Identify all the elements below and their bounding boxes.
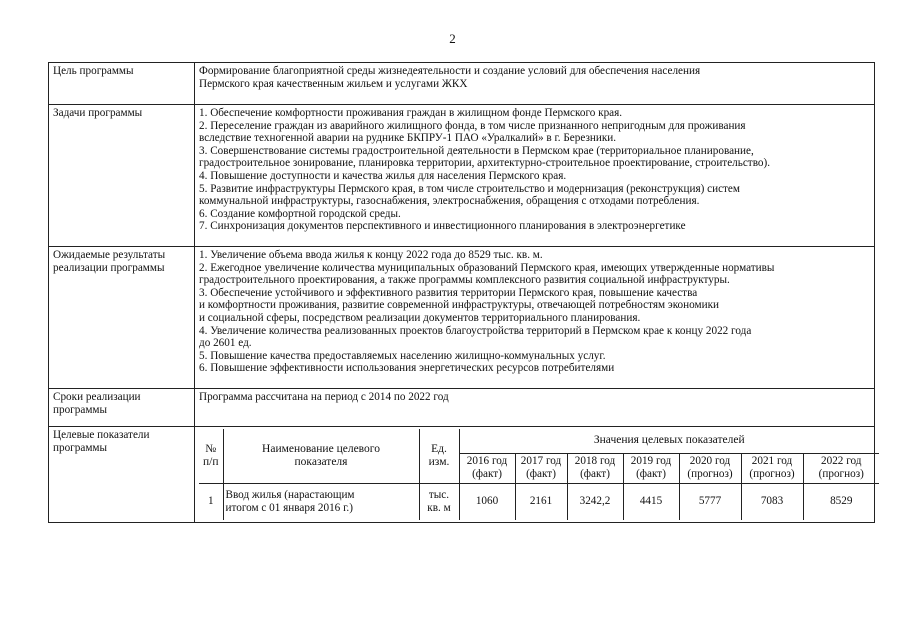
year-label: 2022 год bbox=[821, 455, 862, 468]
header-year bbox=[459, 453, 515, 483]
timeline-text: Программа рассчитана на период с 2014 по 2022 год bbox=[199, 391, 449, 403]
header-year bbox=[679, 453, 741, 483]
task-line: вследствие техногенной аварии на руднике БКПРУ-1 ПАО «Уралкалий» в г. Березники. bbox=[199, 132, 617, 145]
row-name-line: Ввод жилья (нарастающим bbox=[225, 488, 355, 501]
header-name bbox=[223, 429, 419, 483]
timeline-label: программы bbox=[53, 403, 107, 416]
goal-line: Формирование благоприятной среды жизнедеятельности и создание условий для обеспечения населения bbox=[199, 65, 701, 77]
year-label: 2017 год bbox=[520, 455, 562, 468]
goal-label: Цель программы bbox=[53, 65, 134, 77]
results-label: Ожидаемые результаты bbox=[53, 249, 166, 261]
result-line: 3. Обеспечение устойчивого и эффективного развития территории Пермского края, повышение качества bbox=[199, 286, 698, 299]
row-value: 4415 bbox=[623, 483, 679, 520]
indicators-label: Целевые показатели bbox=[53, 429, 150, 441]
year-note: (прогноз) bbox=[749, 468, 795, 480]
header-unit bbox=[419, 429, 459, 483]
year-note: (прогноз) bbox=[687, 468, 733, 480]
task-line: 7. Синхронизация документов перспективного и инвестиционного планирования в электроэнергетике bbox=[199, 220, 686, 233]
row-value: 8529 bbox=[803, 483, 879, 520]
header-num bbox=[199, 429, 223, 483]
tasks-row bbox=[49, 105, 875, 247]
result-line: 6. Повышение эффективности использования энергетических ресурсов потребителями bbox=[199, 362, 615, 375]
row-value: 2161 bbox=[515, 483, 567, 520]
task-line: 4. Повышение доступности и качества жилья для населения Пермского края. bbox=[199, 169, 567, 182]
year-label: 2018 год bbox=[574, 455, 616, 468]
table-row bbox=[199, 483, 879, 520]
task-line: 6. Создание комфортной городской среды. bbox=[199, 207, 401, 220]
results-content-cell bbox=[195, 247, 875, 389]
task-line: коммунальной инфраструктуры, газоснабжения, электроснабжения, обращения с отходами потребления. bbox=[199, 195, 700, 208]
timeline-row bbox=[49, 389, 875, 427]
results-label-cell bbox=[49, 247, 195, 389]
goal-label-cell bbox=[49, 63, 195, 105]
header-num-line: № bbox=[205, 443, 217, 456]
task-line: градостроительное зонирование, планировка территории, архитектурно-строительное проектирование, строительство). bbox=[199, 157, 771, 170]
row-unit-line: кв. м bbox=[427, 501, 451, 514]
indicators-label: программы bbox=[53, 441, 107, 454]
header-unit-line: Ед. bbox=[431, 443, 447, 456]
row-name bbox=[223, 483, 419, 520]
task-line: 5. Развитие инфраструктуры Пермского края, в том числе строительство и модернизация (реконструкция) систем bbox=[199, 182, 740, 195]
timeline-label-cell bbox=[49, 389, 195, 427]
result-line: 2. Ежегодное увеличение количества муниципальных образований Пермского края, имеющих утвержденные нормативы bbox=[199, 261, 775, 274]
year-label: 2020 год bbox=[689, 455, 731, 468]
row-value: 5777 bbox=[679, 483, 741, 520]
goal-line: Пермского края качественным жильем и услугами ЖКХ bbox=[199, 77, 468, 90]
task-line: 2. Переселение граждан из аварийного жилищного фонда, в том числе признанного непригодным для проживания bbox=[199, 119, 746, 132]
tasks-label-cell bbox=[49, 105, 195, 247]
program-passport-table bbox=[48, 62, 875, 523]
year-note: (факт) bbox=[526, 468, 556, 480]
row-value: 1060 bbox=[459, 483, 515, 520]
year-note: (факт) bbox=[580, 468, 610, 480]
indicators-label-cell bbox=[49, 427, 195, 523]
results-row bbox=[49, 247, 875, 389]
result-line: 5. Повышение качества предоставляемых населению жилищно-коммунальных услуг. bbox=[199, 349, 606, 362]
result-line: до 2601 ед. bbox=[199, 337, 252, 350]
year-note: (факт) bbox=[472, 468, 502, 480]
indicators-row bbox=[49, 427, 875, 523]
header-year bbox=[741, 453, 803, 483]
header-year bbox=[623, 453, 679, 483]
year-note: (прогноз) bbox=[818, 468, 864, 480]
result-line: и комфортности проживания, развитие современной инфраструктуры, отвечающей потребностям экономики bbox=[199, 299, 720, 312]
header-name-line: показателя bbox=[294, 455, 348, 468]
result-line: 4. Увеличение количества реализованных проектов благоустройства территорий в Пермском крае к концу 2022 года bbox=[199, 324, 752, 337]
row-value: 3242,2 bbox=[567, 483, 623, 520]
header-year bbox=[803, 453, 879, 483]
year-label: 2016 год bbox=[466, 455, 508, 468]
tasks-label: Задачи программы bbox=[53, 107, 143, 119]
timeline-content-cell bbox=[195, 389, 875, 427]
goal-row bbox=[49, 63, 875, 105]
results-label: реализации программы bbox=[53, 261, 165, 274]
row-name-line: итогом с 01 января 2016 г.) bbox=[225, 501, 353, 514]
header-year bbox=[515, 453, 567, 483]
result-line: и социальной сферы, посредством реализации документов территориального планирования. bbox=[199, 311, 641, 324]
row-num: 1 bbox=[199, 483, 223, 520]
task-line: 1. Обеспечение комфортности проживания граждан в жилищном фонде Пермского края. bbox=[199, 107, 623, 119]
indicators-table bbox=[199, 429, 879, 520]
task-line: 3. Совершенствование системы градостроительной деятельности в Пермском крае (территориальное планирование, bbox=[199, 144, 754, 157]
year-label: 2021 год bbox=[751, 455, 793, 468]
row-unit bbox=[419, 483, 459, 520]
result-line: 1. Увеличение объема ввода жилья к концу 2022 года до 8529 тыс. кв. м. bbox=[199, 249, 543, 261]
timeline-label: Сроки реализации bbox=[53, 391, 141, 403]
tasks-content-cell bbox=[195, 105, 875, 247]
page-number: 2 bbox=[449, 31, 456, 46]
header-unit-line: изм. bbox=[428, 455, 450, 468]
result-line: градостроительного проектирования, а также программы комплексного развития социальной инфраструктуры. bbox=[199, 274, 730, 287]
indicators-content-cell bbox=[195, 427, 875, 523]
row-unit-line: тыс. bbox=[428, 488, 450, 501]
year-note: (факт) bbox=[636, 468, 666, 480]
header-values-title: Значения целевых показателей bbox=[459, 429, 879, 453]
row-value: 7083 bbox=[741, 483, 803, 520]
year-label: 2019 год bbox=[630, 455, 672, 468]
header-num-line: п/п bbox=[202, 455, 219, 468]
header-year bbox=[567, 453, 623, 483]
header-name-line: Наименование целевого bbox=[262, 443, 380, 456]
goal-content-cell bbox=[195, 63, 875, 105]
indicators-header-row bbox=[199, 429, 879, 453]
